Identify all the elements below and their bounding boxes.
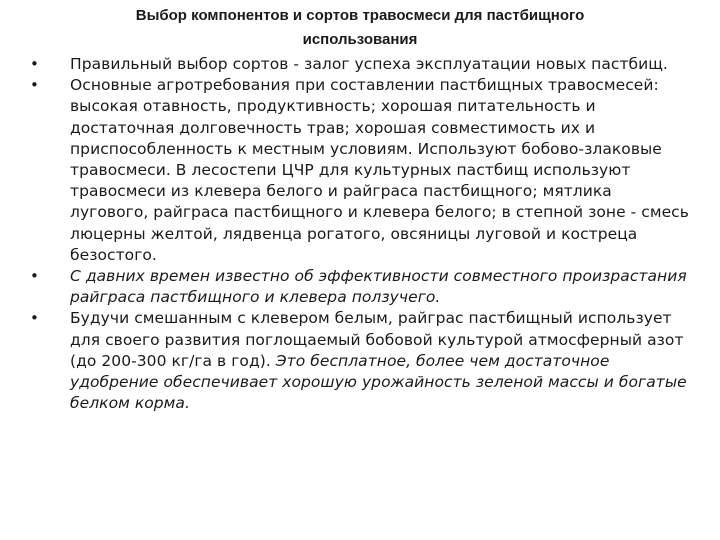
bullet-text: С давних времен известно об эффективности совместного произрастания райграса пастбищного и клевера ползучего. (70, 267, 687, 307)
bullet-item-2 (30, 75, 695, 266)
slide-title (90, 4, 630, 52)
slide-title-line-1: Выбор компонентов и сортов травосмеси для пастбищного (135, 7, 585, 24)
bullet-marker-icon: • (30, 309, 39, 328)
bullet-item-4 (30, 308, 695, 414)
bullet-item-3 (30, 266, 695, 308)
bullet-text: Правильный выбор сортов - залог успеха эксплуатации новых пастбищ. (70, 55, 668, 73)
bullet-text-italic: Это бесплатное, более чем достаточное удобрение обеспечивает хорошую урожайность зеленой массы и богатые белком корма. (70, 351, 687, 413)
bullet-marker-icon: • (30, 267, 39, 286)
bullet-item-1 (30, 54, 695, 75)
bullet-marker-icon: • (30, 76, 39, 95)
bullet-text: Будучи смешанным с клевером белым, райграс пастбищный использует для своего развития поглощаемый бобовой культурой атмосферный азот (до 200-300 кг/га в год). (70, 309, 684, 370)
bullet-text: Основные агротребования при составлении пастбищных травосмесей: высокая отавность, продуктивность; хорошая питательность и достаточная долговечность трав; хорошая совместимость их и приспособленность к местным условиям. Используют бобово-злаковые травосмеси. В лесостепи ЦЧР для культурных пастбищ используют травосмеси из клевера белого и райграса пастбищного; мятлика лугового, райграса пастбищного и клевера белого; в степной зоне - смесь люцерны желтой, лядвенца рогатого, овсяницы луговой и костреца безостого. (70, 76, 689, 264)
slide-title-line-2: использования (302, 31, 418, 48)
bullet-list (30, 54, 695, 414)
bullet-marker-icon: • (30, 55, 39, 73)
